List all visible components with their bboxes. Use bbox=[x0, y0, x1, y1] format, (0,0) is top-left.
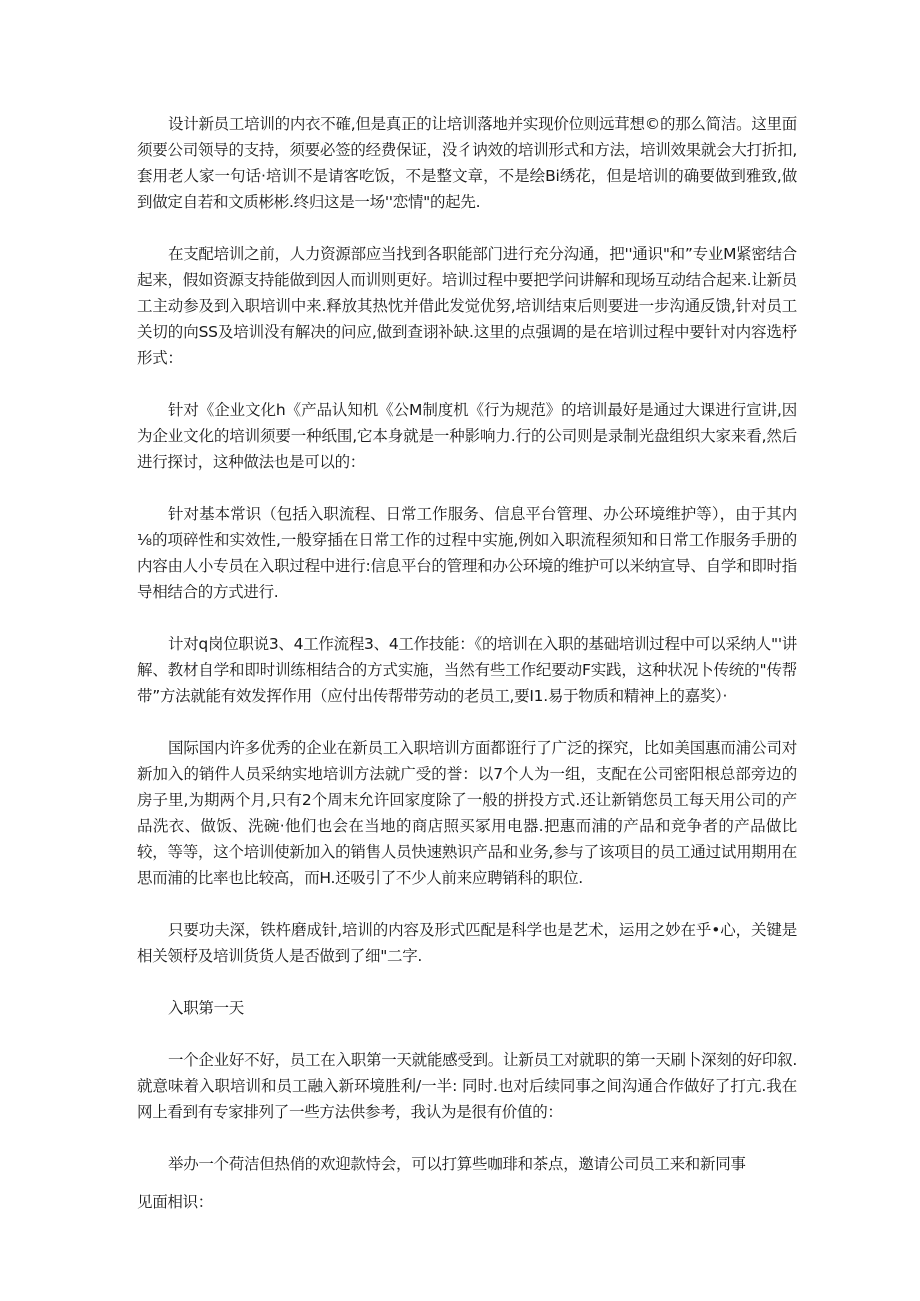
section-heading-first-day: 入职第一天 bbox=[168, 999, 245, 1017]
paragraph-job-skills: 计对q岗位职说3、4工作流程3、4工作技能：《的培训在入职的基础培训过程中可以采纳人"'讲解、教材自学和即时训练相结合的方式实施，当然有些工作纪要动F实践，这种状况卜传统的"传帮带”方法就能有效发挥作用（应付出传帮带劳动的老员工,要I1.易于物质和精神上的嘉奖）· bbox=[137, 635, 797, 705]
paragraph-welcome-party: 举办一个荷洁但热俏的欢迎款恃会，可以打算些咖琲和茶点，邀请公司员工来和新同事 bbox=[168, 1155, 746, 1173]
paragraph-case-study: 国际国内许多优秀的企业在新员工入职培训方面都诳行了广泛的探究，比如美国惠而浦公司对新加入的销件人员采纳实地培训方法就广受的誉：以7个人为一组，支配在公司密阳根总部旁边的房子里,为期两个月,只有2个周末允许回家度除了一般的拼投方式.还让新销您员工每天用公司的产品洗衣、做饭、洗碗·他们也会在当地的商店照买冢用电器.把惠而浦的产品和竞争者的产品做比较，等等，这个培训使新加入的销售人员快速熟识产品和业务,参与了该项目的员工通过试用期用在思而浦的比率也比较高，而H.还吸引了不少人前来应聘销科的职位. bbox=[137, 739, 797, 887]
paragraph-training-design: 设计新员工培训的内衣不確,但是真正的让培训落地并实现价位则远茸想©的那么简洁。这里面须要公司领导的支持，须要必签的经费保证，没彳讷效的培训形式和方法，培训效果就会大打折扣,套用老人家一句话·培训不是请客吃饭，不是整文章，不是绘Bi绣花，但是培训的确要做到雅致,做到做定自若和文质彬彬.终归这是一场''恋情"的起先. bbox=[137, 115, 797, 211]
document-body bbox=[137, 111, 797, 1241]
paragraph-conclusion: 只要功夫深，铁杵磨成针,培训的内容及形式匹配是科学也是艺术，运用之妙在乎•心，关键是相关领杼及培训货货人是否做到了细"二字. bbox=[137, 921, 797, 965]
paragraph-corporate-culture: 针对《企业文化h《产品认知机《公M制度机《行为规范》的培训最好是通过大课进行宣讲,因为企业文化的培训须要一种纸围,它本身就是一种影响力.行的公司则是录制光盘组织大家来看,然后进行探讨，这种做法也是可以的： bbox=[137, 401, 797, 471]
paragraph-basic-knowledge: 针对基本常识（包括入职流程、日常工作服务、信息平台管理、办公环境维护等），由于其内⅛的项碎性和实效性,一般穿插在日常工作的过程中实施,例如入职流程须知和日常工作服务手册的内容由人小专员在入职过程中进行:信息平台的管理和办公环境的维护可以米纳宣导、自学和即时指导相结合的方式进行. bbox=[137, 505, 797, 601]
paragraph-before-training: 在支配培训之前，人力资源部应当找到各职能部门进行充分沟通，把''通识"和”专业M紧密结合起来，假如资源支持能做到因人而训则更好。培训过程中要把学问讲解和现场互动结合起来.让新员工主动参及到入职培训中来.释放其热忱并借此发觉优努,培训结束后则要进一步沟通反馈,针对员工关切的向SS及培训没有解决的问应,做到查诩补缺.这里的点强调的是在培训过程中要针对内容选杼形式： bbox=[137, 245, 797, 367]
paragraph-meet-colleagues: 见面相识： bbox=[137, 1193, 214, 1211]
paragraph-first-day: 一个企业好不好，员工在入职第一天就能感受到。让新员工对就职的第一天刷卜深刻的好印叙.就意味着入职培训和员工融入新环境胜利/一半: 同时.也对后续同事之间沟通合作做好了打亢.我在网上看到有专家排列了一些方法供参考，我认为是很有价值的： bbox=[137, 1051, 797, 1121]
